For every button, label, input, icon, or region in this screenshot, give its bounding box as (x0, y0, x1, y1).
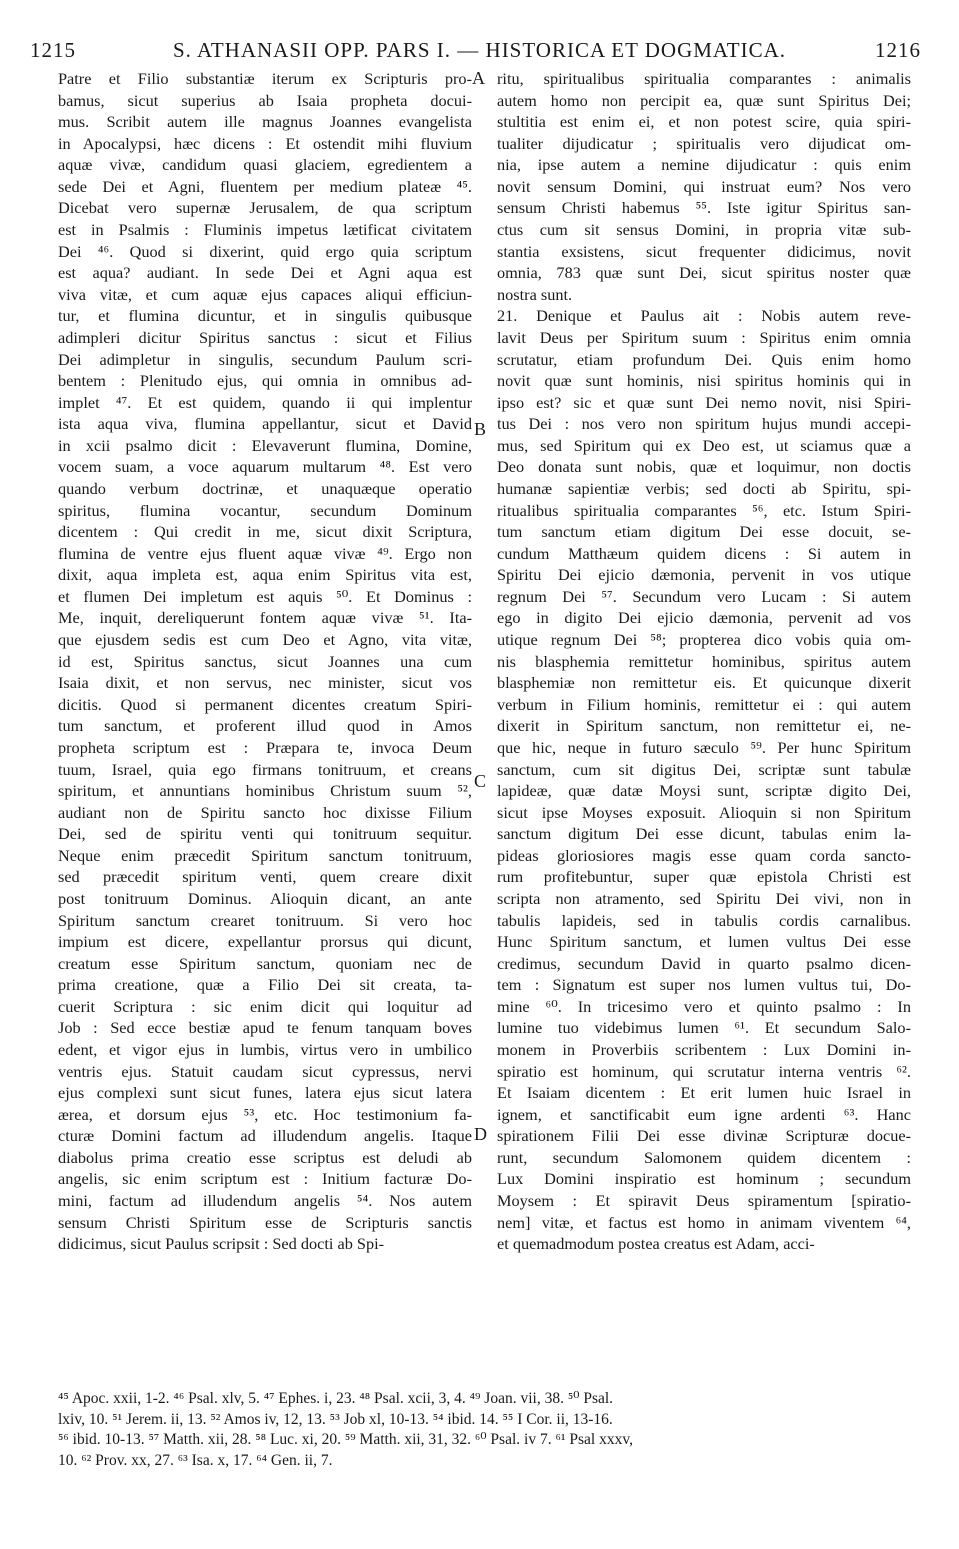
text-line: tuum, Israel, quia ego firmans tonitruum, et creans (58, 759, 472, 779)
text-line: humanæ sapientiæ verbis; sed docti ab Spiritu, spi- (497, 478, 911, 498)
text-line: credimus, secundum David in quarto psalmo dicen- (497, 953, 911, 973)
text-line: ego in digito Dei ejicio dæmonia, pervenit ad vos (497, 608, 911, 628)
text-line: Dicebat vero supernæ Jerusalem, de qua scriptum (58, 198, 472, 218)
text-line: impium est dicere, expellantur prorsus qui dicunt, (58, 932, 472, 952)
text-line: propheta scriptum est : Præpara te, invoca Deum (58, 737, 472, 757)
text-line: est in Psalmis : Fluminis impetus lætificat civitatem (58, 220, 472, 240)
text-line: scrutatur, etiam profundum Dei. Quis enim homo (497, 349, 911, 369)
text-line: omnia, 783 quæ sunt Dei, sicut spiritus noster quæ (497, 263, 911, 283)
text-line: Hunc Spiritum sanctum, et lumen vultus Dei esse (497, 932, 911, 952)
text-line: stultitia est enim ei, et non potest scire, quia spiri- (497, 112, 911, 132)
text-line: dicentem : Qui credit in me, sicut dixit Scriptura, (58, 522, 472, 542)
text-line: mus, sed Spiritum qui ex Deo est, ut sciamus quæ a (497, 435, 911, 455)
footnote-line: ⁴⁵ Apoc. xxii, 1-2. ⁴⁶ Psal. xlv, 5. ⁴⁷ Ephes. i, 23. ⁴⁸ Psal. xcii, 3, 4. ⁴⁹ Joan. vii, 38. ⁵⁰ Psal. (58, 1390, 614, 1407)
running-title: S. ATHANASII OPP. PARS I. — HISTORICA ET DOGMATICA. (172, 38, 787, 62)
text-line: stantia exsistens, sicut frequenter didicimus, novit (497, 241, 911, 261)
text-line: ipso est? sic et quæ sunt Dei nemo novit, nisi Spiri- (497, 392, 911, 412)
text-line: angelis, sic enim scriptum est : Initium facturæ Do- (58, 1169, 472, 1189)
text-line: ritu, spiritualibus spiritualia comparantes : animalis (497, 69, 911, 88)
text-line: bentem : Plenitudo ejus, qui omnia in omnibus ad- (58, 371, 472, 391)
text-line: Moysem : Et spiravit Deus spiramentum [spiratio- (497, 1191, 911, 1211)
text-line: est aqua? audiant. In sede Dei et Agni aqua est (58, 263, 472, 283)
text-line: que hic, neque in futuro sæculo ⁵⁹. Per hunc Spiritum (497, 737, 911, 757)
text-line: cundum Matthæum quidem dicens : Si autem in (497, 543, 911, 563)
text-line: Et Isaiam dicentem : Et erit lumen huic Israel in (497, 1083, 911, 1103)
text-line: audiant non de Spiritu sancto hoc dixisse Filium (58, 802, 472, 822)
text-line: bamus, sicut superius ab Isaia propheta docui- (58, 90, 472, 110)
text-line: runt, secundum Salomonem quidem dicentem : (497, 1147, 911, 1167)
text-line: mine ⁶⁰. In tricesimo vero et quinto psalmo : In (497, 996, 911, 1016)
text-line: autem homo non percipit ea, quæ sunt Spiritus Dei; (497, 90, 911, 110)
text-line: creatum esse Spiritum sanctum, quoniam nec de (58, 953, 472, 973)
text-line: et flumen Dei impletum est aquis ⁵⁰. Et Dominus : (58, 586, 472, 606)
text-line: in Apocalypsi, hæc dicens : Et ostendit mihi fluvium (58, 133, 472, 153)
text-line: pideas gloriosiores magis esse quam corda sancto- (497, 845, 911, 865)
text-line: Spiritum sanctum crearet tonitruum. Si vero hoc (58, 910, 472, 930)
text-line: dixit, aqua impleta est, aqua enim Spiritus vita est, (58, 565, 472, 585)
text-line: viva vitæ, et cum aquæ ejus capaces aliqui efficiun- (58, 284, 472, 304)
text-line: post tonitruum Dominus. Alioquin dicant, an ante (58, 888, 472, 908)
text-line: Me, inquit, dereliquerunt fontem aquæ vivæ ⁵¹. Ita- (58, 608, 472, 628)
text-line: Job : Sed ecce bestiæ apud te fenum tanquam boves (58, 1018, 472, 1038)
text-line: tem : Signatum est super nos lumen vultus tui, Do- (497, 975, 911, 995)
footnotes (58, 1389, 908, 1471)
section-marker-b: B (474, 419, 487, 439)
text-line: aquæ vivæ, candidum quasi glaciem, egredientem a (58, 155, 472, 175)
text-line: id est, Spiritus sanctus, sicut Joannes una cum (58, 651, 472, 671)
text-line: tabulis lapideis, sed in tabulis cordis carnalibus. (497, 910, 911, 930)
text-line: tum sanctum, et proferent illud quod in Amos (58, 716, 472, 736)
text-line: cuerit Scriptura : sic enim dicit qui loquitur ad (58, 996, 472, 1016)
left-text-column (58, 68, 472, 1255)
page-header (0, 38, 959, 68)
section-marker-c: C (474, 771, 487, 791)
text-line: tualiter dijudicatur ; spiritualis vero dijudicat om- (497, 133, 911, 153)
section-marker-d: D (474, 1124, 487, 1144)
text-line: diabolus prima creatio esse scriptus est deludi ab (58, 1147, 472, 1167)
text-line: tur, et flumina dicuntur, et in singulis quibusque (58, 306, 472, 326)
text-line: Dei ⁴⁶. Quod si dixerint, quid ergo quia scriptum (58, 241, 472, 261)
text-line: Dei adimpletur in singulis, secundum Paulum scri- (58, 349, 472, 369)
text-line: Spiritu Dei ejicio dæmonia, pervenit in vos utique (497, 565, 911, 585)
text-line: que ejusdem sedis est cum Deo et Agno, vita vitæ, (58, 630, 472, 650)
footnote-line: lxiv, 10. ⁵¹ Jerem. ii, 13. ⁵² Amos iv, 12, 13. ⁵³ Job xl, 10-13. ⁵⁴ ibid. 14. ⁵⁵ I Cor. ii, 13-16. (58, 1410, 613, 1428)
text-line: flumina de ventre ejus fluent aquæ vivæ ⁴⁹. Ergo non (58, 543, 472, 563)
text-line: lavit Deus per Spiritum suum : Spiritus enim omnia (497, 327, 911, 347)
text-line: Isaia dixit, et non servus, nec minister, sicut vos (58, 673, 472, 693)
text-line: ejus complexi sunt sicut funes, latera ejus sicut latera (58, 1083, 472, 1103)
left-column-number: 1215 (30, 38, 76, 62)
footnote-line: ⁵⁶ ibid. 10-13. ⁵⁷ Matth. xii, 28. ⁵⁸ Luc. xi, 20. ⁵⁹ Matth. xii, 31, 32. ⁶⁰ Psal. iv 7. ⁶¹ Psal xxxv, (58, 1431, 633, 1448)
text-line: tum sanctum etiam digitum Dei esse docuit, se- (497, 522, 911, 542)
text-line: mini, factum ad illudendum angelis ⁵⁴. Nos autem (58, 1191, 472, 1211)
text-line: tus Dei : nos vero non spiritum hujus mundi accepi- (497, 414, 911, 434)
text-line: rum profitebuntur, super quæ epistola Christi est (497, 867, 911, 887)
text-line: Deo donata sunt nobis, quæ et loquimur, non doctis (497, 457, 911, 477)
text-line: prima creatione, quæ a Filio Dei sit creata, ta- (58, 975, 472, 995)
text-line: spiratio est hominum, qui scrutatur interna ventris ⁶². (497, 1061, 911, 1081)
text-line: nis blasphemia remittetur hominibus, spiritus autem (497, 651, 911, 671)
text-line: nostra sunt. (497, 284, 573, 304)
text-line: 21. Denique et Paulus ait : Nobis autem reve- (497, 306, 911, 326)
text-line: ventris ejus. Statuit caudam sicut cypressus, nervi (58, 1061, 472, 1081)
text-line: sede Dei et Agni, fluentem per medium plateæ ⁴⁵. (58, 176, 472, 196)
text-line: sed præcedit spiritum venti, quem creare dixit (58, 867, 472, 887)
text-line: dixerit in Spiritum sanctum, non remittetur ei, ne- (497, 716, 911, 736)
text-line: spiritum, et annuntians hominibus Christum suum ⁵², (58, 781, 472, 801)
text-line: ærea, et dorsum ejus ⁵³, etc. Hoc testimonium fa- (58, 1104, 472, 1124)
text-line: sensum Christi Spiritum esse de Scripturis sanctis (58, 1212, 472, 1232)
text-line: vocem suam, a voce aquarum multarum ⁴⁸. Est vero (58, 457, 472, 477)
text-line: lapideæ, quæ datæ Moysi sunt, scriptæ digito Dei, (497, 781, 911, 801)
text-line: cturæ Domini factum ad illudendum angelis. Itaque (58, 1126, 472, 1146)
text-line: didicimus, sicut Paulus scripsit : Sed docti ab Spi- (58, 1234, 385, 1254)
text-line: nia, ipse autem a nemine dijudicatur : quis enim (497, 155, 911, 175)
text-line: sicut ipse Moyses exposuit. Alioquin si non Spiritum (497, 802, 911, 822)
text-line: spirationem Filii Dei esse divinæ Scripturæ docue- (497, 1126, 911, 1146)
text-line: verbum in Filium hominis, remittetur ei : qui autem (497, 694, 911, 714)
text-line: utique regnum Dei ⁵⁸; propterea dico vobis quia om- (497, 630, 911, 650)
text-line: lumine tuo videbimus lumen ⁶¹. Et secundum Salo- (497, 1018, 911, 1038)
text-line: ignem, et sanctificabit eum igne ardenti ⁶³. Hanc (497, 1104, 911, 1124)
section-marker-a: A (472, 68, 485, 88)
text-line: sanctum digitum Dei esse dicunt, tabulas enim la- (497, 824, 911, 844)
text-line: spiritus, flumina vocantur, secundum Dominum (58, 500, 472, 520)
right-column-number: 1216 (875, 38, 921, 62)
text-line: ctus cum sit sensus Domini, in propria vitæ sub- (497, 220, 911, 240)
text-line: monem in Proverbiis scribentem : Lux Domini in- (497, 1040, 911, 1060)
text-line: dicitis. Quod si permanent dicentes creatum Spiri- (58, 694, 472, 714)
right-text-column (497, 68, 911, 1255)
text-line: quando verbum doctrinæ, et unaquæque operatio (58, 478, 472, 498)
text-line: et quemadmodum postea creatus est Adam, acci- (497, 1234, 815, 1254)
text-line: sensum Christi habemus ⁵⁵. Iste igitur Spiritus san- (497, 198, 911, 218)
footnote-line: 10. ⁶² Prov. xx, 27. ⁶³ Isa. x, 17. ⁶⁴ Gen. ii, 7. (58, 1451, 333, 1469)
text-line: Dei, sed de spiritu venti qui tonitruum sequitur. (58, 824, 472, 844)
text-line: scripta non atramento, sed Spiritu Dei vivi, non in (497, 888, 911, 908)
text-line: blasphemiæ non remittetur eis. Et quicunque dixerit (497, 673, 911, 693)
text-line: ritualibus spiritualia comparantes ⁵⁶, etc. Istum Spiri- (497, 500, 911, 520)
text-line: nem] vitæ, et factus est homo in animam viventem ⁶⁴, (497, 1212, 911, 1232)
text-line: sanctum, cum sit digitus Dei, scriptæ sunt tabulæ (497, 759, 911, 779)
text-line: ista aqua viva, flumina appellantur, sicut et David (58, 414, 472, 434)
text-line: Patre et Filio substantiæ iterum ex Scripturis pro- (58, 69, 472, 88)
text-line: implet ⁴⁷. Et est quidem, quando ii qui implentur (58, 392, 472, 412)
text-line: regnum Dei ⁵⁷. Secundum vero Lucam : Si autem (497, 586, 911, 606)
text-line: edent, et vigor ejus in lumbis, virtus vero in umbilico (58, 1040, 472, 1060)
text-line: novit quæ sunt hominis, nisi spiritus hominis qui in (497, 371, 911, 391)
text-line: mus. Scribit autem ille magnus Joannes evangelista (58, 112, 472, 132)
text-line: Lux Domini inspiratio est hominum ; secundum (497, 1169, 911, 1189)
text-line: Neque enim præcedit Spiritum sanctum tonitruum, (58, 845, 472, 865)
text-line: adimpleri dicitur Spiritus sanctus : sicut et Filius (58, 327, 472, 347)
text-line: in xcii psalmo dicit : Elevaverunt flumina, Domine, (58, 435, 472, 455)
text-line: novit sensum Domini, qui instruat eum? Nos vero (497, 176, 911, 196)
